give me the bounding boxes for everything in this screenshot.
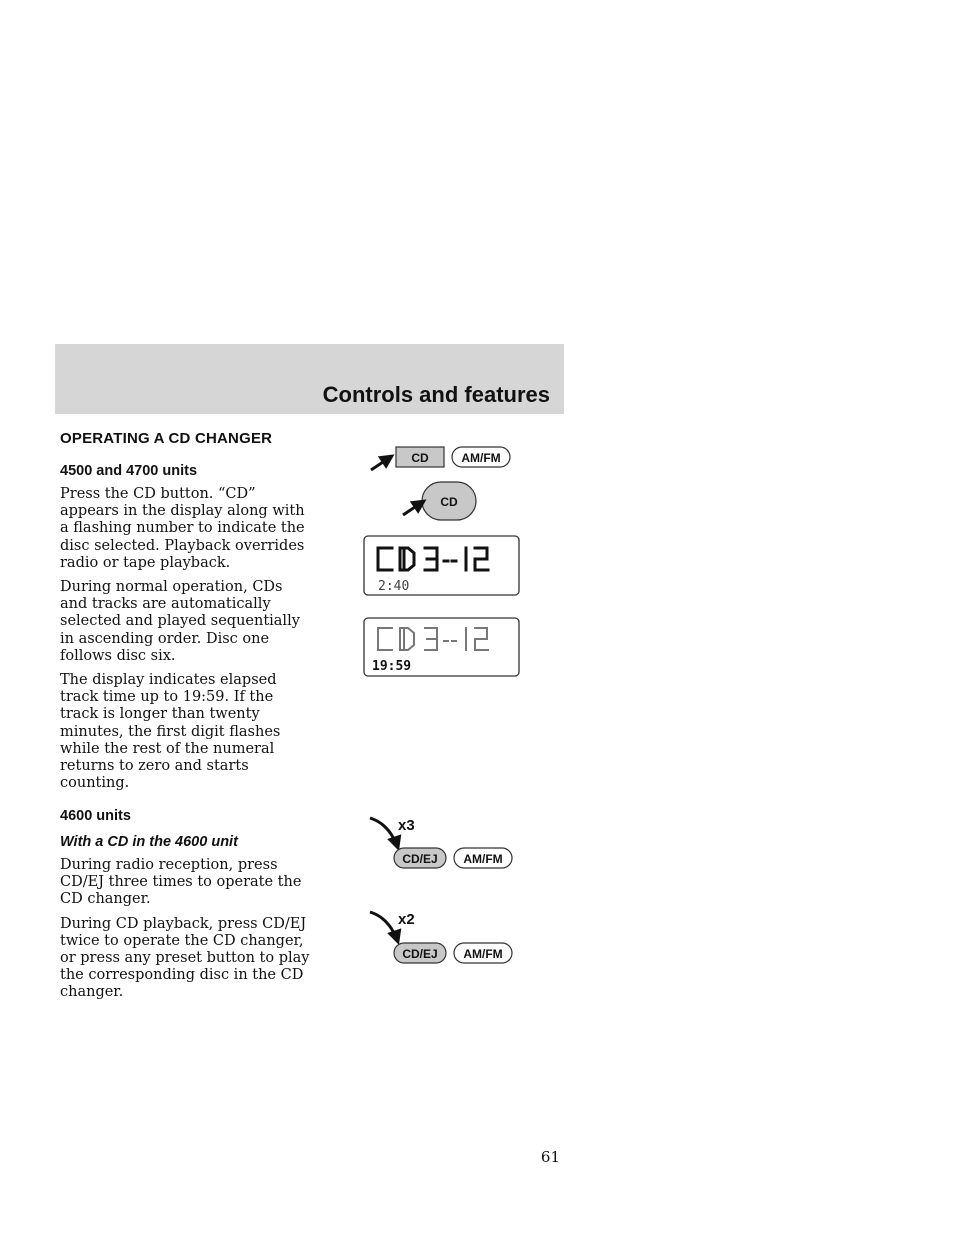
figure-press-x2	[370, 911, 512, 963]
figure-display-2-40	[364, 536, 519, 595]
cdej-button-label: CD/EJ	[402, 852, 438, 866]
press-arrow-icon	[403, 501, 424, 515]
paragraph: The display indicates elapsed track time up to 19:59. If the track is longer than twenty minutes, the first digit flashes while the rest of the numeral returns to zero and starts counting.	[60, 672, 281, 792]
cdej-button-label: CD/EJ	[402, 947, 438, 961]
lcd-time: 2:40	[378, 579, 410, 594]
subsection-title-4600: 4600 units	[60, 808, 131, 824]
amfm-button-label: AM/FM	[461, 451, 501, 465]
page-number: 61	[540, 1148, 560, 1166]
cd-button-round-label: CD	[440, 495, 458, 509]
press-arrow-icon	[370, 818, 398, 848]
cd-button-label: CD	[411, 451, 429, 465]
figure-cd-amfm-buttons	[371, 447, 510, 470]
figure-round-cd-button	[403, 482, 476, 520]
chapter-title: Controls and features	[322, 382, 550, 407]
press-arrow-icon	[371, 456, 392, 470]
paragraph: Press the CD button. “CD” appears in the display along with a flashing number to indicate the disc selected. Playback overrides radio or tape playback.	[60, 486, 305, 571]
paragraph: During CD playback, press CD/EJ twice to operate the CD changer, or press any preset button to play the corresponding disc in the CD changer.	[60, 915, 310, 1001]
amfm-button-label: AM/FM	[463, 852, 503, 866]
subsection-title-4500-4700: 4500 and 4700 units	[60, 463, 198, 479]
paragraph: During normal operation, CDs and tracks are automatically selected and played sequentially in ascending order. Disc one follows disc six.	[60, 579, 300, 664]
press-count-label: x3	[398, 817, 415, 834]
subsection-subtitle-4600: With a CD in the 4600 unit	[60, 834, 238, 850]
figure-display-19-59	[364, 618, 519, 676]
section-title: OPERATING A CD CHANGER	[60, 430, 273, 447]
press-count-label: x2	[398, 911, 415, 928]
lcd-time: 19:59	[372, 659, 412, 674]
figure-press-x3	[370, 817, 512, 868]
paragraph: During radio reception, press CD/EJ three times to operate the CD changer.	[60, 857, 302, 908]
amfm-button-label: AM/FM	[463, 947, 503, 961]
press-arrow-icon	[370, 912, 398, 942]
